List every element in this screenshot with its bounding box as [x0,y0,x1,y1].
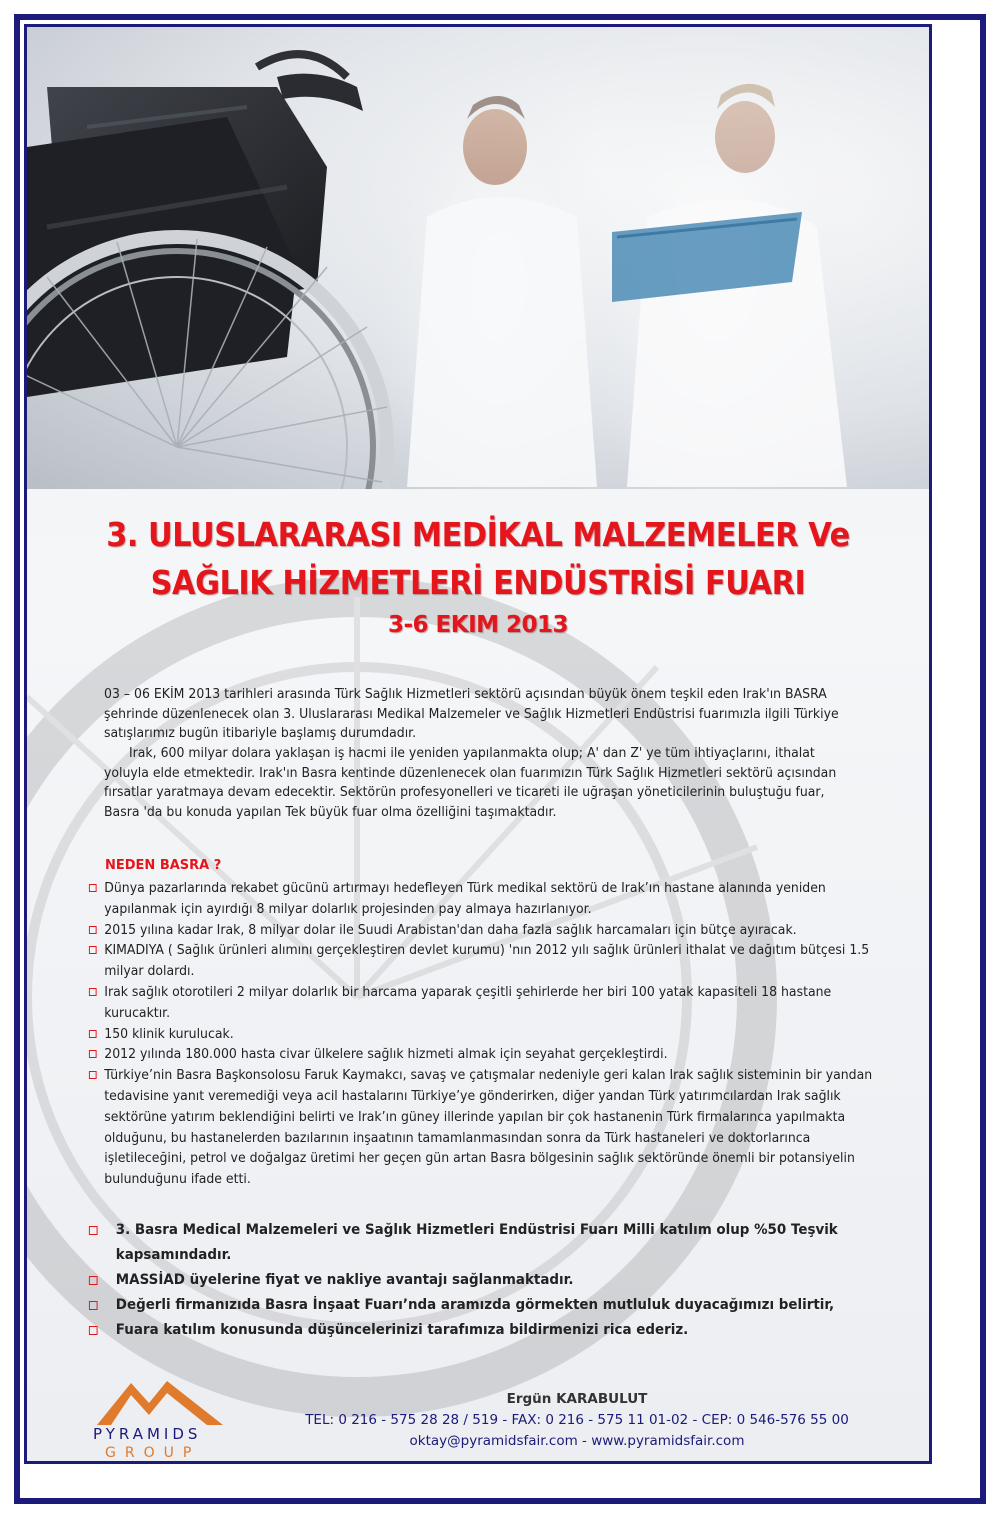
list-item: 150 klinik kurulucak. [87,1025,874,1046]
list-item: Türkiye’nin Basra Başkonsolosu Faruk Kaymakcı, savaş ve çatışmalar nedeniyle geri kalan Irak sağlık sisteminin bir yandan tedavisine yanıt veremediği veya acil hastalarını Türkiye’ye gönderirken, diğer yandan Türk yatırımcılardan Irak sağlık sektörüne yatırım beklendiğini belirti ve Irak’ın güney illerinde yapılan bir çok hastanenin Türk firmalarınca yapılmakta olduğunu, bu hastanelerden bazılarının inşaatının tamamlanmasından sonra da Türk hastaneleri ve doktorlarınca işletileceğini, petrol ve doğalgaz üretimi her geçen gün artan Basra bölgesinin sağlık sektöründe önemli bir potansiyelin bulunduğunu ifade etti. [87,1066,874,1191]
list-item: Irak sağlık otorotileri 2 milyar dolarlık bir harcama yaparak çeşitli şehirlerde her biri 100 yatak kapasiteli 18 hastane kurucaktır. [87,983,874,1025]
why-basra-heading: NEDEN BASRA ? [105,858,222,873]
flyer [24,24,932,1464]
pyramids-logo-icon [91,1367,231,1457]
checkbox-bullet-icon [89,884,97,892]
checkbox-bullet-icon [89,1226,98,1235]
checkbox-bullet-icon [89,1326,98,1335]
contact-name: Ergün KARABULUT [506,1391,648,1407]
checkbox-bullet-icon [89,1030,97,1038]
highlight-item: Değerli firmanızıda Basra İnşaat Fuarı’nda aramızda görmekten mutluluk duyacağımızı belirtir, [87,1293,884,1318]
checkbox-bullet-icon [89,1050,97,1058]
title-line-1: 3. ULUSLARARASI MEDİKAL MALZEMELER Ve [106,515,850,554]
why-basra-list [87,879,874,1191]
checkbox-bullet-icon [89,1276,98,1285]
checkbox-bullet-icon [89,1301,98,1310]
highlights-list [87,1218,917,1343]
checkbox-bullet-icon [89,946,97,954]
highlight-item: Fuara katılım konusunda düşüncelerinizi tarafımıza bildirmenizi rica ederiz. [87,1318,884,1343]
contact-phones: TEL: 0 216 - 575 28 28 / 519 - FAX: 0 216 - 575 11 01-02 - CEP: 0 546-576 55 00 [305,1412,849,1428]
logo-name: PYRAMIDS [93,1425,202,1443]
checkbox-bullet-icon [89,988,97,996]
contact-email-website[interactable]: oktay@pyramidsfair.com - www.pyramidsfair.com [409,1433,745,1449]
highlight-item: MASSİAD üyelerine fiyat ve nakliye avantajı sağlanmaktadır. [87,1268,884,1293]
intro-paragraph-1: 03 – 06 EKİM 2013 tarihleri arasında Türk Sağlık Hizmetleri sektörü açısından büyük önem teşkil eden Irak'ın BASRA şehrinde düzenlenecek olan 3. Uluslararası Medikal Malzemeler ve Sağlık Hizmetleri Endüstrisi fuarımızla ilgili Türkiye satışlarımız bugün itibariyle başlamış durumdadır. [104,687,839,741]
list-item: 2015 yılına kadar Irak, 8 milyar dolar ile Suudi Arabistan'dan daha fazla sağlık harcamaları için bütçe ayıracak. [87,921,874,942]
event-date: 3-6 EKIM 2013 [387,612,569,638]
list-item: 2012 yılında 180.000 hasta civar ülkelere sağlık hizmeti almak için seyahat gerçekleştirdi. [87,1045,874,1066]
list-item: KIMADIYA ( Sağlık ürünleri alımını gerçekleştiren devlet kurumu) 'nın 2012 yılı sağlık ürünleri ithalat ve dağıtım bütçesi 1.5 milyar dolardı. [87,941,874,983]
checkbox-bullet-icon [89,1071,97,1079]
highlight-item: 3. Basra Medical Malzemeleri ve Sağlık Hizmetleri Endüstrisi Fuarı Milli katılım olup %50 Teşvik kapsamındadır. [87,1218,884,1268]
intro-paragraph-2: Irak, 600 milyar dolara yaklaşan iş hacmi ile yeniden yapılanmakta olup; A' dan Z' ye tüm ihtiyaçlarını, ithalat yoluyla elde etmektedir. Irak'ın Basra kentinde düzenlenecek olan fuarımızın Türk Sağlık Hizmetleri sektörü açısından fırsatlar yaratmaya devam edecektir. Sektörün profesyonelleri ve ticareti ile uğraşan yöneticilerinin buluştuğu fuar, Basra 'da bu konuda yapılan Tek büyük fuar olma özelliğini taşımaktadır. [104,746,837,820]
title-line-2: SAĞLIK HİZMETLERİ ENDÜSTRİSİ FUARI [150,563,806,602]
list-item: Dünya pazarlarında rekabet gücünü artırmayı hedefleyen Türk medikal sektörü de Irak’ın hastane alanında yeniden yapılanmak için ayırdığı 8 milyar dolarlık projesinden pay almaya hazırlanıyor. [87,879,874,921]
checkbox-bullet-icon [89,926,97,934]
logo-subtitle: GROUP [105,1445,201,1461]
